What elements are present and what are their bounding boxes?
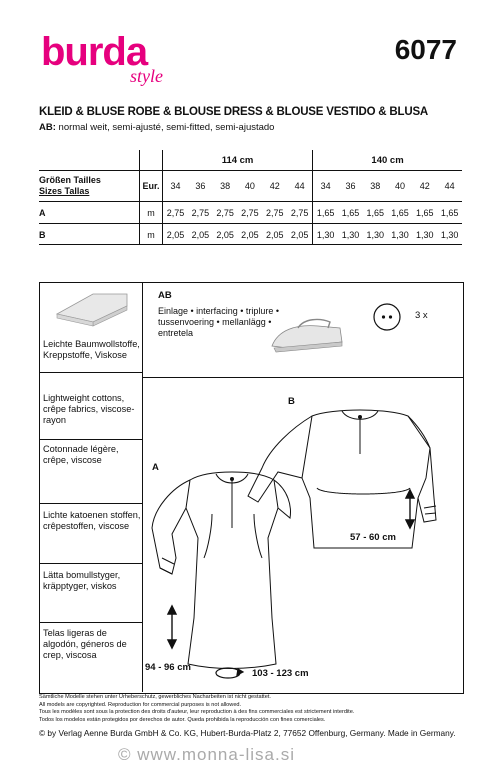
- divider: [39, 622, 142, 623]
- size-cell: 36: [338, 171, 363, 202]
- dress-a-drawing: [152, 472, 290, 669]
- fabric-text-sv: Lätta bomullstyger, kräpptyger, viskos: [43, 570, 121, 591]
- size-cell: 40: [238, 171, 263, 202]
- size-cell: 34: [313, 171, 338, 202]
- size-cell: 36: [188, 171, 213, 202]
- amount-cell: 2,05: [241, 229, 259, 240]
- size-table: [39, 150, 462, 245]
- fit-label: AB:: [39, 122, 56, 133]
- fabric-column: [39, 282, 143, 692]
- copyright-line: © by Verlag Aenne Burda GmbH & Co. KG, Hubert-Burda-Platz 2, 77652 Offenburg, Germany. Made in Germany.: [39, 728, 456, 738]
- size-header-label: Größen Tailles Sizes Tallas: [39, 171, 140, 202]
- eur-label: Eur.: [140, 171, 163, 202]
- amount-cell: 2,75: [188, 202, 213, 224]
- amount-cell: 1,65: [412, 202, 437, 224]
- length-arrow-b: [406, 490, 414, 528]
- pattern-number: 6077: [394, 34, 457, 65]
- fabric-roll-icon: [53, 288, 133, 328]
- watermark: © www.monna-lisa.si: [118, 745, 296, 764]
- size-cell: 38: [213, 171, 238, 202]
- row-unit: m: [140, 224, 163, 246]
- dress-length: 94 - 96 cm: [145, 662, 191, 673]
- button-quantity: 3 x: [415, 310, 428, 321]
- width-row: [39, 150, 462, 171]
- amount-cell: 1,30: [391, 229, 409, 240]
- amount-cell: 2,05: [166, 229, 185, 240]
- width-140: 140 cm: [313, 150, 462, 171]
- technical-drawings: [142, 378, 462, 691]
- button-icon: [372, 302, 402, 332]
- amount-cell: 1,30: [313, 224, 338, 246]
- length-arrow-a: [168, 606, 176, 648]
- size-cell: 42: [262, 171, 287, 202]
- size-cell: 40: [388, 171, 413, 202]
- divider: [39, 439, 142, 440]
- brand-logo: burda: [41, 30, 148, 74]
- amount-cell: 2,75: [262, 202, 287, 224]
- legal-notice: Sämtliche Modelle stehen unter Urheberschutz, gewerbliches Nacharbeiten ist nicht gestattet. All models are copyrighted. Reproduction for commercial purposes is not allowed. Tous les modèles sont sous la protection des droits d'auteur, leur reproduction à des fins commerciales est strictement interdite. Todos los modelos están protegidos por derechos de autor. Queda prohibida la reproducción con fines comerciales.: [39, 694, 355, 723]
- hem-width: 103 - 123 cm: [252, 668, 309, 679]
- amount-cell: 1,30: [440, 229, 459, 240]
- fabric-text-de: Leichte Baumwollstoffe, Kreppstoffe, Viskose: [43, 339, 140, 360]
- blouse-b-drawing: [248, 410, 436, 548]
- divider: [39, 372, 142, 373]
- divider: [39, 503, 142, 504]
- size-cell: 44: [437, 171, 462, 202]
- fabric-text-fr: Cotonnade légère, crêpe, viscose: [43, 444, 119, 465]
- amount-cell: 2,05: [265, 229, 284, 240]
- table-row: [39, 202, 462, 224]
- brand-sub: style: [130, 66, 163, 86]
- amount-cell: 1,65: [338, 202, 363, 224]
- row-unit: m: [140, 202, 163, 224]
- pattern-title: KLEID & BLUSE ROBE & BLOUSE DRESS & BLOUSE VESTIDO & BLUSA: [39, 106, 429, 118]
- amount-cell: 2,05: [216, 229, 234, 240]
- fabric-text-nl: Lichte katoenen stoffen, crêpestoffen, viscose: [43, 510, 141, 531]
- amount-cell: 1,30: [366, 229, 385, 240]
- view-a-label: A: [152, 462, 159, 473]
- amount-cell: 2,75: [213, 202, 238, 224]
- amount-cell: 1,65: [388, 202, 413, 224]
- table-bottom-rule: [39, 244, 462, 245]
- size-cell: 38: [363, 171, 388, 202]
- fit-text: normal weit, semi-ajusté, semi-fitted, semi-ajustado: [55, 122, 275, 133]
- amount-cell: 2,05: [191, 229, 210, 240]
- size-cell: 44: [287, 171, 312, 202]
- amount-cell: 1,65: [313, 202, 338, 224]
- size-cell: 34: [163, 171, 188, 202]
- amount-cell: 2,75: [163, 202, 188, 224]
- hem-circumference-icon: [216, 668, 243, 678]
- size-header-row: [39, 171, 462, 202]
- width-114: 114 cm: [163, 150, 313, 171]
- amount-cell: 1,65: [363, 202, 388, 224]
- amount-cell: 2,75: [238, 202, 263, 224]
- amount-cell: 1,30: [416, 229, 434, 240]
- row-label: A: [39, 202, 140, 224]
- notions-text: Einlage • interfacing • triplure • tussenvoering • mellanlägg • entretela: [158, 306, 280, 338]
- size-cell: 42: [412, 171, 437, 202]
- amount-cell: 2,75: [287, 202, 312, 224]
- fit-description: [39, 122, 274, 133]
- iron-icon: [268, 312, 346, 356]
- row-label: B: [39, 229, 46, 240]
- amount-cell: 2,05: [290, 229, 309, 240]
- fabric-text-es: Telas ligeras de algodón, géneros de crep, viscosa: [43, 628, 127, 660]
- notions-heading: AB: [158, 290, 172, 301]
- amount-cell: 1,65: [437, 202, 462, 224]
- blouse-length: 57 - 60 cm: [350, 532, 396, 543]
- divider: [39, 563, 142, 564]
- amount-cell: 1,30: [341, 229, 360, 240]
- view-b-label: B: [288, 396, 295, 407]
- table-row: [39, 224, 462, 246]
- fabric-text-en: Lightweight cottons, crêpe fabrics, viscose-rayon: [43, 393, 135, 425]
